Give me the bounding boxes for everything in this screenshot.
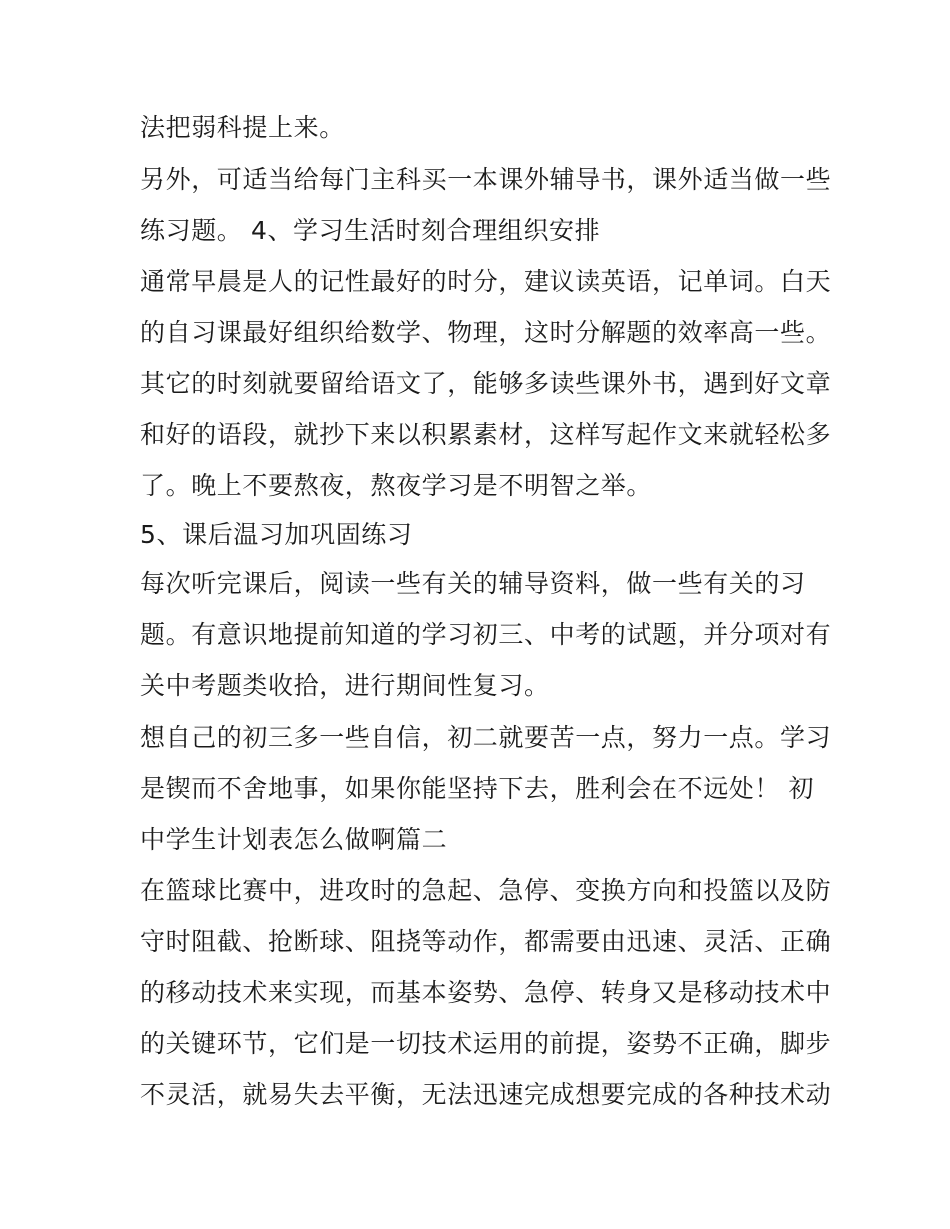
text-line: 的自习课最好组织给数学、物理，这时分解题的效率高一些。 [140,318,832,347]
text-line: 法把弱科提上来。 [140,113,345,142]
text-line: 另外，可适当给每门主科买一本课外辅导书，课外适当做一些 [140,165,832,194]
text-line: 其它的时刻就要留给语文了，能够多读些课外书，遇到好文章 [140,369,832,398]
text-line: 每次听完课后，阅读一些有关的辅导资料，做一些有关的习 [140,569,806,598]
text-line: 不灵活，就易失去平衡，无法迅速完成想要完成的各种技术动 [140,1080,832,1109]
text-line: 守时阻截、抢断球、阻挠等动作，都需要由迅速、灵活、正确 [140,927,832,956]
text-line: 练习题。 4、学习生活时刻合理组织安排 [140,216,601,245]
text-line: 的移动技术来实现，而基本姿势、急停、转身又是移动技术中 [140,978,832,1007]
text-line: 通常早晨是人的记性最好的时分，建议读英语，记单词。白天 [140,267,832,296]
text-line: 在篮球比赛中，进攻时的急起、急停、变换方向和投篮以及防 [140,876,832,905]
text-line: 中学生计划表怎么做啊篇二 [140,825,448,854]
text-line: 关中考题类收拾，进行期间性复习。 [140,671,550,700]
text-line: 是锲而不舍地事，如果你能坚持下去，胜利会在不远处！ 初 [140,774,815,803]
text-line: 题。有意识地提前知道的学习初三、中考的试题，并分项对有 [140,620,832,649]
text-line: 和好的语段，就抄下来以积累素材，这样写起作文来就轻松多 [140,420,832,449]
text-line: 了。晚上不要熬夜，熬夜学习是不明智之举。 [140,471,653,500]
section-heading: 5、课后温习加巩固练习 [140,520,413,549]
text-line: 的关键环节，它们是一切技术运用的前提，姿势不正确，脚步 [140,1029,832,1058]
text-line: 想自己的初三多一些自信，初二就要苦一点，努力一点。学习 [140,723,832,752]
